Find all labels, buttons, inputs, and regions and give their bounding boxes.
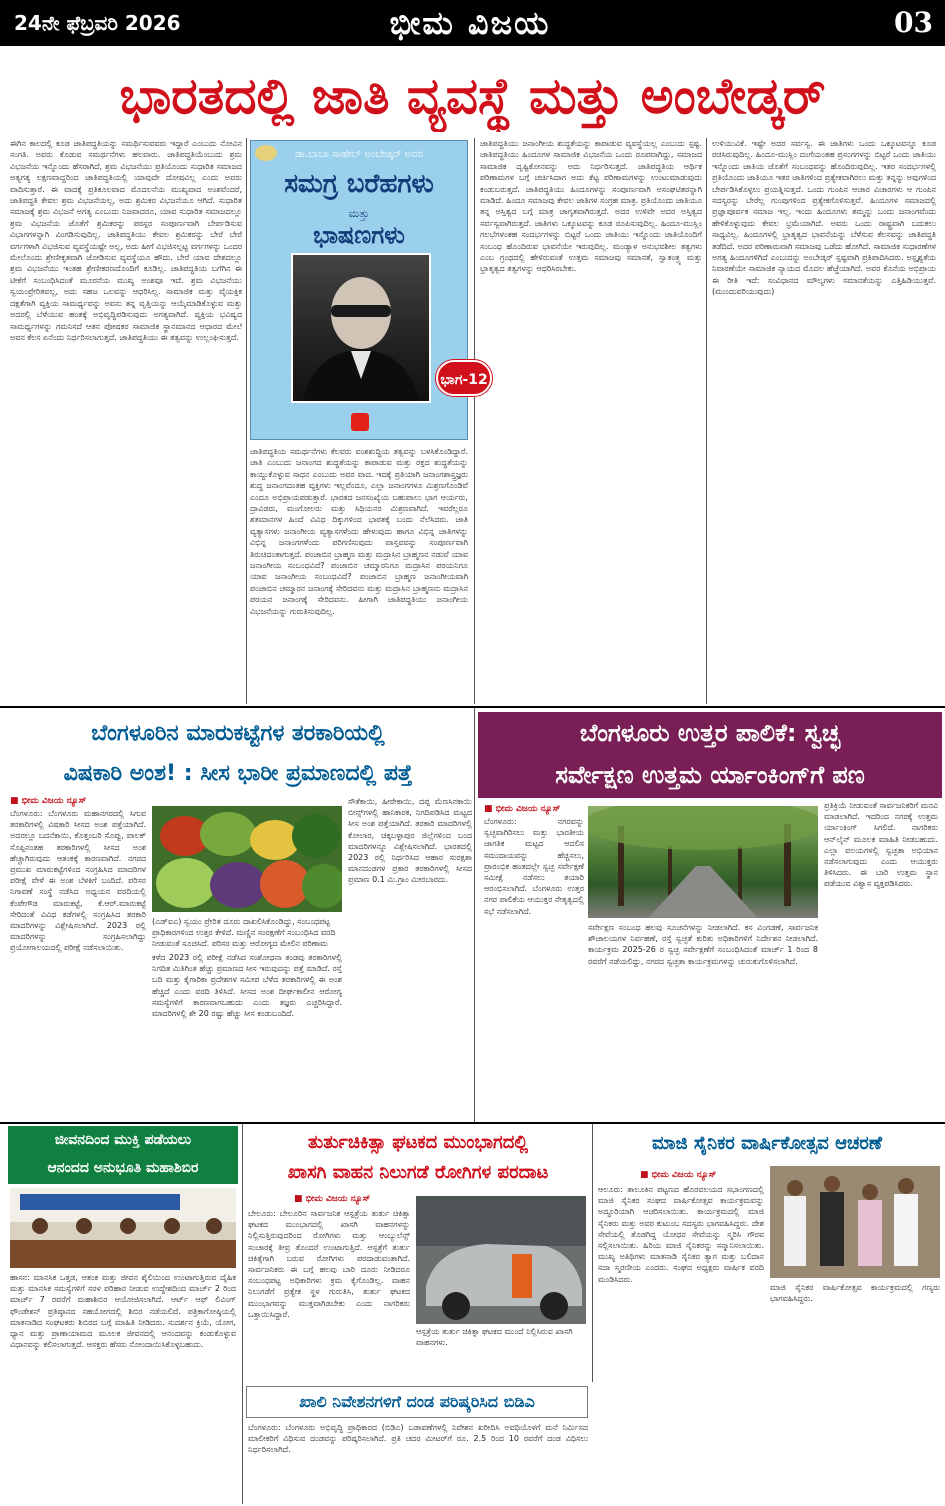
camp-text: ಹಾಸನ: ಮಾನಸಿಕ ಒತ್ತಡ, ಆತಂಕ ಮತ್ತು ಜೀವನ ಶೈಲಿಯಿಂದ ಉಂಟಾಗುತ್ತಿರುವ ದೈಹಿಕ ಮತ್ತು ಮಾನಸಿಕ ಸಮಸ್ಯೆಗಳಿಗೆ ಸರಳ ಪರಿಹಾರ ನೀಡುವ ಉದ್ದೇಶದಿಂದ ಮಾರ್ಚ್ 2 ರಿಂದ ಮಾರ್ಚ್ 7 ರವರೆಗೆ ಮಹಾಶಿಬಿರ ಆಯೋಜಿಸಲಾಗಿದೆ. ಆರ್ಟ್ ಆಫ್ ಲಿವಿಂಗ್ ಫೌಂಡೇಶನ್ ಪ್ರತಿಷ್ಠಾನದ ಸಹಯೋಗದಲ್ಲಿ ಶಿಬಿರ ನಡೆಯಲಿದೆ. ಪತ್ರಿಕಾಗೋಷ್ಠಿಯಲ್ಲಿ ಮಾತನಾಡಿದ ಸಂಘಟಕರು ಶಿಬಿರದ ಬಗ್ಗೆ ಮಾಹಿತಿ ನೀಡಿದರು. ಸುದರ್ಶನ ಕ್ರಿಯೆ, ಯೋಗ, ಧ್ಯಾನ ಮತ್ತು ಪ್ರಾಣಾಯಾಮದ ಮೂಲಕ ಜೀವನದಲ್ಲಿ ಆನಂದವನ್ನು ಕಂಡುಕೊಳ್ಳುವ ವಿಧಾನವನ್ನು ಕಲಿಸಲಾಗುತ್ತದೆ. ಆಸಕ್ತರು ಹೆಸರು ನೋಂದಾಯಿಸಿಕೊಳ್ಳಬಹುದು. bbox=[10, 1273, 236, 1350]
soldiers-caption: ಮಾಜಿ ಸೈನಿಕರ ವಾರ್ಷಿಕೋತ್ಸವ ಕಾರ್ಯಕ್ರಮದಲ್ಲಿ ಗಣ್ಯರು ಭಾಗವಹಿಸಿದ್ದರು. bbox=[770, 1283, 940, 1303]
press-meet-icon bbox=[10, 1188, 236, 1268]
column-divider bbox=[706, 138, 707, 704]
section-divider bbox=[0, 706, 945, 708]
newspaper-title: ಭೀಮ ವಿಜಯ bbox=[389, 4, 551, 42]
bda-text: ಬೆಂಗಳೂರು: ಬೆಂಗಳೂರು ಅಭಿವೃದ್ಧಿ ಪ್ರಾಧಿಕಾರದ (ಬಿಡಿಎ) ಬಡಾವಣೆಗಳಲ್ಲಿ ನಿವೇಶನ ಖರೀದಿಸಿ ಅವಧಿಯೊಳಗೆ ಮನೆ ನಿರ್ಮಿಸದ ಮಾಲೀಕರಿಗೆ ವಿಧಿಸುವ ದಂಡವನ್ನು ಪರಿಷ್ಕರಿಸಲಾಗಿದೆ. ಪ್ರತಿ ಚದರ ಮೀಟರ್‌ಗೆ ರೂ. 2.5 ರಿಂದ 10 ರವರೆಗೆ ದಂಡ ವಿಧಿಸಲು ನಿರ್ಧರಿಸಲಾಗಿದೆ. bbox=[248, 1423, 588, 1455]
bbmp-headline bbox=[478, 712, 942, 798]
hospital-caption: ಆಸ್ಪತ್ರೆಯ ತುರ್ತು ಚಿಕಿತ್ಸಾ ಘಟಕದ ಮುಂದೆ ನಿಲ್ಲಿಸಿರುವ ಖಾಸಗಿ ವಾಹನಗಳು. bbox=[416, 1327, 573, 1347]
bbmp-text-col-3: ಪ್ರತಿಕ್ರಿಯೆ ನೀಡುವಂತೆ ಸಾರ್ವಜನಿಕರಿಗೆ ಮನವಿ ಮಾಡಲಾಗಿದೆ. ಇದರಿಂದ ನಗರಕ್ಕೆ ಉತ್ತಮ ರ್ಯಾಂಕಿಂಗ್ ಸಿಗಲಿದೆ. ನಾಗರಿಕರು ಆನ್‌ಲೈನ್ ಮೂಲಕ ಮಾಹಿತಿ ನೀಡಬಹುದು. ಎಲ್ಲಾ ವಲಯಗಳಲ್ಲಿ ಸ್ವಚ್ಛತಾ ಅಭಿಯಾನ ನಡೆಸಲಾಗುವುದು ಎಂದು ಆಯುಕ್ತರು ತಿಳಿಸಿದರು. ಈ ಬಾರಿ ಉತ್ತಮ ಸ್ಥಾನ ಪಡೆಯುವ ವಿಶ್ವಾಸ ವ್ಯಕ್ತಪಡಿಸಿದರು. bbox=[824, 801, 938, 889]
bda-headline: ಖಾಲಿ ನಿವೇಶನಗಳಿಗೆ ದಂಡ ಪರಿಷ್ಕರಿಸಿದ ಬಿಡಿಎ bbox=[246, 1386, 588, 1418]
column-divider bbox=[246, 138, 247, 704]
parked-car-photo bbox=[416, 1196, 586, 1324]
vegetables-headline bbox=[6, 714, 470, 800]
hospital-text: ಬೇಲೂರು: ಬೇಲೂರಿನ ಸಾರ್ವಜನಿಕ ಆಸ್ಪತ್ರೆಯ ತುರ್ತು ಚಿಕಿತ್ಸಾ ಘಟಕದ ಮುಂಭಾಗದಲ್ಲಿ ಖಾಸಗಿ ವಾಹನಗಳನ್ನು ನಿಲ್ಲಿಸುತ್ತಿರುವುದರಿಂದ ರೋಗಿಗಳು ಮತ್ತು ಆಂಬ್ಯುಲೆನ್ಸ್ ಸಂಚಾರಕ್ಕೆ ತೀವ್ರ ತೊಂದರೆ ಉಂಟಾಗುತ್ತಿದೆ. ಆಸ್ಪತ್ರೆಗೆ ತುರ್ತು ಚಿಕಿತ್ಸೆಗಾಗಿ ಬರುವ ರೋಗಿಗಳು ಪರದಾಡುವಂತಾಗಿದೆ. ಸಾರ್ವಜನಿಕರು ಈ ಬಗ್ಗೆ ಹಲವು ಬಾರಿ ದೂರು ನೀಡಿದರೂ ಸಂಬಂಧಪಟ್ಟ ಅಧಿಕಾರಿಗಳು ಕ್ರಮ ಕೈಗೊಂಡಿಲ್ಲ. ವಾಹನ ನಿಲುಗಡೆಗೆ ಪ್ರತ್ಯೇಕ ಸ್ಥಳ ಗುರುತಿಸಿ, ತುರ್ತು ಘಟಕದ ಮುಂಭಾಗವನ್ನು ಮುಕ್ತವಾಗಿಡಬೇಕು ಎಂದು ನಾಗರಿಕರು ಒತ್ತಾಯಿಸಿದ್ದಾರೆ. bbox=[248, 1209, 410, 1319]
book-title-line-3: ಭಾಷಣಗಳು bbox=[313, 221, 405, 249]
press-meet-photo bbox=[10, 1188, 236, 1268]
soldiers-byline: ■ ಭೀಮ ವಿಜಯ ನ್ಯೂಸ್ bbox=[640, 1170, 717, 1180]
book-title-line-1: ಸಮಗ್ರ ಬರೆಹಗಳು bbox=[284, 169, 434, 199]
column-divider bbox=[592, 1124, 593, 1382]
bbmp-text-col-1: ಬೆಂಗಳೂರು: ನಗರವನ್ನು ಸ್ವಚ್ಛವಾಗಿರಿಸಲು ಮತ್ತು ಭಾರತೀಯ ಜಾಗತಿಕ ಮಟ್ಟದ ಆದಲಿಸ ಸಮುದಾಯವನ್ನು ಹೆಚ್ಚಿಸಲು, ಪ್ರಾರಂಭಿಕ ಹಂತದಲ್ಲೇ ಸ್ವಚ್ಛ ಸರ್ವೇಕ್ಷಣೆ ಸಮೀಕ್ಷೆ ನಡೆಸಲು ತಯಾರಿ ಆರಂಭಿಸಲಾಗಿದೆ. ಬೆಂಗಳೂರು ಉತ್ತರ ನಗರ ಪಾಲಿಕೆಯ ಆಯುಕ್ತರ ನೇತೃತ್ವದಲ್ಲಿ ಸಭೆ ನಡೆಸಲಾಗಿದೆ. bbox=[484, 817, 584, 916]
page-number: 03 bbox=[894, 6, 933, 39]
soldiers-headline: ಮಾಜಿ ಸೈನಿಕರ ವಾರ್ಷಿಕೋತ್ಸವ ಆಚರಣೆ bbox=[652, 1133, 882, 1154]
bbmp-headline-line-1: ಬೆಂಗಳೂರು ಉತ್ತರ ಪಾಲಿಕೆ: ಸ್ವಚ್ಛ bbox=[579, 719, 841, 747]
parked-car-icon bbox=[416, 1196, 586, 1324]
main-article-column-1: ಈಗಿನ ಕಾಲದಲ್ಲಿ ಕೂಡ ಜಾತಿಪದ್ಧತಿಯನ್ನು ಸಮರ್ಥಿಸುವವರು ಇದ್ದಾರೆ ಎಂಬುದು ನೋವಿನ ಸಂಗತಿ. ಅವರು ಕೊಡುವ ಸಮರ್ಥನೆಗಳು ಹಲವಾರು. ಜಾತಿಪದ್ಧತಿಯೆಂಬುದು ಶ್ರಮ ವಿಭಜನೆಯ ಇನ್ನೊಂದು ಹೆಸರಾಗಿದೆ, ಶ್ರಮ ವಿಭಜನೆಯು ಪ್ರತಿಯೊಂದು ಸುಧಾರಿತ ಸಮಾಜದ ಅತ್ಯಗತ್ಯ ಲಕ್ಷಣವಾದ್ದರಿಂದ ಜಾತಿಪದ್ಧತಿಯಲ್ಲಿ ಯಾವುದೇ ದೋಷವಿಲ್ಲ ಎಂದು ಅವರು ವಾದಿಸುತ್ತಾರೆ. ಈ ವಾದಕ್ಕೆ ಪ್ರತಿಕೂಲವಾದ ಮೊದಲನೆಯ ಮುಖ್ಯವಾದ ಅಂಶವೆಂದರೆ, ಜಾತಿಪದ್ಧತಿ ಕೇವಲ ಶ್ರಮ ವಿಭಜನೆಯಲ್ಲ, ಅದು ಶ್ರಮಿಕರ ವಿಭಜನೆಯೂ ಆಗಿದೆ. ಸುಧಾರಿತ ಸಮಾಜಕ್ಕೆ ಶ್ರಮ ವಿಭಜನೆ ಅಗತ್ಯ ಎಂಬುದು ನಿಜವಾದರೂ, ಯಾವ ಸುಧಾರಿತ ಸಮಾಜದಲ್ಲೂ ಶ್ರಮ ವಿಭಜನೆಯ ಜೊತೆಗೆ ಶ್ರಮಿಕರನ್ನು ಪರಸ್ಪರ ಸಂಪೂರ್ಣವಾಗಿ ಬೇರ್ಪಡಿಸುವ ವಿಭಾಗಗಳನ್ನಾಗಿ ವಿಂಗಡಿಸುವುದಿಲ್ಲ. ಜಾತಿಪದ್ಧತಿಯು ಕೇವಲ ಶ್ರಮಿಕರನ್ನು ಬೇರೆ ಬೇರೆ ವರ್ಗಗಳಾಗಿ ವಿಭಜಿಸುವ ವ್ಯವಸ್ಥೆಯಷ್ಟೇ ಅಲ್ಲ, ಅದು ಹೀಗೆ ವಿಭಜಿಸಲ್ಪಟ್ಟ ವರ್ಗಗಳನ್ನು ಒಂದರ ಮೇಲೊಂದು ಶ್ರೇಣೀಕೃತವಾಗಿ ಜೋಡಿಸುವ ವ್ಯವಸ್ಥೆಯೂ ಹೌದು. ಬೇರೆ ಯಾವ ದೇಶದಲ್ಲೂ ಶ್ರಮ ವಿಭಜನೆಯು ಇಂತಹ ಶ್ರೇಣೀಕರಣದೊಂದಿಗೆ ಕೂಡಿಲ್ಲ. ಜಾತಿಪದ್ಧತಿಯ ಬಗೆಗಿನ ಈ ಟೀಕೆಗೆ ಸಂಬಂಧಿಸಿದಂತೆ ಮೂರನೆಯ ಮುಖ್ಯ ಅಂಶವೂ ಇದೆ. ಶ್ರಮ ವಿಭಜನೆಯು ಸ್ವಯಂಪ್ರೇರಿತವಲ್ಲ, ಅದು ಸಹಜ ಒಲವನ್ನು ಆಧರಿಸಿಲ್ಲ. ಸಾಮಾಜಿಕ ಮತ್ತು ವೈಯಕ್ತಿಕ ದಕ್ಷತೆಗಾಗಿ ವ್ಯಕ್ತಿಯ ಸಾಮರ್ಥ್ಯವನ್ನು ಅವನು ತನ್ನ ವೃತ್ತಿಯನ್ನು ಆಯ್ಕೆಮಾಡಿಕೊಳ್ಳುವ ಮತ್ತು ಅದರಲ್ಲಿ ಬೆಳೆಯುವ ಹಂತಕ್ಕೆ ಅಭಿವೃದ್ಧಿಪಡಿಸುವುದು ಅಗತ್ಯವಾಗಿದೆ. ವ್ಯಕ್ತಿಯ ಭವಿಷ್ಯದ ಸಾಮರ್ಥ್ಯಗಳನ್ನು ಗಮನಿಸದೆ ಆತನ ಪೋಷಕರ ಸಾಮಾಜಿಕ ಸ್ಥಾನಮಾನದ ಆಧಾರದ ಮೇಲೆ ಅವನ ಕೆಲಸ ಏನೆಂದು ನಿರ್ಧರಿಸಲಾಗುತ್ತದೆ. ಜಾತಿಪದ್ಧತಿಯು ಈ ತತ್ವವನ್ನು ಉಲ್ಲಂಘಿಸುತ್ತದೆ. bbox=[10, 139, 242, 342]
main-article-column-3: ಜಾತಿಪದ್ಧತಿಯು ಜನಾಂಗೀಯ ಶುದ್ಧತೆಯನ್ನು ಕಾಪಾಡುವ ವ್ಯವಸ್ಥೆಯಲ್ಲ ಎಂಬುದು ಸ್ಪಷ್ಟ. ಜಾತಿಪದ್ಧತಿಯು ಹಿಂದೂಗಳ ಸಾಮಾಜಿಕ ವಿಭಜನೆಯ ಒಂದು ರೂಪವಾಗಿದ್ದು, ಸಮಾಜದ ಸಾಮಾಜಿಕ ದೃಷ್ಟಿಕೋನವನ್ನು ಅದು ನಿರ್ಧರಿಸುತ್ತದೆ. ಜಾತಿಪದ್ಧತಿಯ ಆರ್ಥಿಕ ಪರಿಣಾಮಗಳ ಬಗ್ಗೆ ಚರ್ಚಿಸಿದಾಗ ಅದು ಕೆಟ್ಟ ಪರಿಣಾಮಗಳನ್ನು ಉಂಟುಮಾಡುವುದು ಕಂಡುಬರುತ್ತದೆ. ಜಾತಿಪದ್ಧತಿಯು ಹಿಂದೂಗಳನ್ನು ಸಂಪೂರ್ಣವಾಗಿ ಅಸಂಘಟಿತರನ್ನಾಗಿ ಮಾಡಿದೆ. ಹಿಂದೂ ಸಮಾಜವು ಕೇವಲ ಜಾತಿಗಳ ಸಂಗ್ರಹ ಮಾತ್ರ. ಪ್ರತಿಯೊಂದು ಜಾತಿಯೂ ತನ್ನ ಅಸ್ತಿತ್ವದ ಬಗ್ಗೆ ಮಾತ್ರ ಜಾಗೃತವಾಗಿರುತ್ತದೆ. ಅದರ ಉಳಿವೇ ಅದರ ಅಸ್ತಿತ್ವದ ಸರ್ವಸ್ವವಾಗಿರುತ್ತದೆ. ಜಾತಿಗಳು ಒಕ್ಕೂಟವನ್ನು ಕೂಡ ರೂಪಿಸುವುದಿಲ್ಲ. ಹಿಂದೂ-ಮುಸ್ಲಿಂ ಗಲಭೆಗಳಂತಹ ಸಂದರ್ಭಗಳನ್ನು ಬಿಟ್ಟರೆ ಒಂದು ಜಾತಿಯು ಇನ್ನೊಂದು ಜಾತಿಯೊಂದಿಗೆ ಸಂಬಂಧ ಹೊಂದಿರುವ ಭಾವನೆಯೇ ಇರುವುದಿಲ್ಲ. ಮಂಡ್ಯಾಳ ಅನುಭವಶೀಲ ತತ್ವಗಳು ಎಂಬ ಗ್ರಂಥದಲ್ಲಿ ಹೇಳಿರುವಂತೆ ಉತ್ತಮ ಸಮಾಜವು ಸಮಾನತೆ, ಸ್ವಾತಂತ್ರ್ಯ ಮತ್ತು ಭ್ರಾತೃತ್ವದ ತತ್ವಗಳನ್ನು ಆಧರಿಸಿರಬೇಕು. bbox=[480, 139, 702, 274]
issue-date: 24ನೇ ಫೆಬ್ರವರಿ 2026 bbox=[14, 11, 181, 35]
main-article-column-4: ಉಳಿಯುವಿಕೆ. ಇಷ್ಟೇ ಅದರ ಸರ್ವಸ್ವ. ಈ ಜಾತಿಗಳು ಒಂದು ಒಕ್ಕೂಟವನ್ನೂ ಕೂಡ ರಚಿಸಿರುವುದಿಲ್ಲ. ಹಿಂದೂ-ಮುಸ್ಲಿಂ ದಂಗೆಯಂತಹ ಪ್ರಸಂಗಗಳನ್ನು ಬಿಟ್ಟರೆ ಒಂದು ಜಾತಿಯು ಇನ್ನೊಂದು ಜಾತಿಯ ಜೊತೆಗೆ ಸಂಬಂಧವನ್ನು ಹೊಂದಿರುವುದಿಲ್ಲ. ಇತರ ಸಂದರ್ಭಗಳಲ್ಲಿ ಪ್ರತಿಯೊಂದು ಜಾತಿಯೂ ಇತರ ಜಾತಿಗಳಿಂದ ಪ್ರತ್ಯೇಕವಾಗಿರಲು ಮತ್ತು ತನ್ನನ್ನು ಅವುಗಳಿಂದ ಬೇರ್ಪಡಿಸಿಕೊಳ್ಳಲು ಪ್ರಯತ್ನಿಸುತ್ತದೆ. ಒಂದು ಗುಂಪಿನ ಆಚಾರ ವಿಚಾರಗಳು ಆ ಗುಂಪಿನ ಸದಸ್ಯರನ್ನು ಬೇರೆಲ್ಲ ಗುಂಪುಗಳಿಂದ ಪ್ರತ್ಯೇಕಗೊಳಿಸುತ್ತವೆ. ಹಿಂದೂಗಳ ಸಮಾಜದಲ್ಲಿ ಪ್ರಜ್ಞಾಪೂರ್ವಕ ಸಮಾಜ ಇಲ್ಲ. ಇಂದು ಹಿಂದೂಗಳು ತಮ್ಮನ್ನು ಒಂದು ಜನಾಂಗವೆಂದು ಹೇಳಿಕೊಳ್ಳುವುದು ಕೇವಲ ಭ್ರಮೆಯಾಗಿದೆ. ಅವರು ಒಂದು ರಾಷ್ಟ್ರವಾಗಿ ಬದುಕಲು ಸಾಧ್ಯವಿಲ್ಲ. ಹಿಂದೂಗಳಲ್ಲಿ ಭ್ರಾತೃತ್ವದ ಭಾವನೆಯನ್ನು ಬೆಳೆಸುವ ಕೆಲಸವನ್ನು ಜಾತಿಪದ್ಧತಿ ತಡೆದಿದೆ. ಅದರ ಪರಿಣಾಮವಾಗಿ ಸಮಾಜವು ಒಡೆದು ಹೋಗಿದೆ. ಸಾಮಾಜಿಕ ಸುಧಾರಣೆಗಳ ಅಗತ್ಯ ಹಿಂದೂಗಳಿಗಿದೆ ಎಂಬುದನ್ನು ಅಂಬೇಡ್ಕರ್ ಸ್ಪಷ್ಟವಾಗಿ ಪ್ರತಿಪಾದಿಸಿದರು. ಅಸ್ಪೃಶ್ಯತೆಯ ನಿವಾರಣೆಯೇ ಸಾಮಾಜಿಕ ನ್ಯಾಯದ ಮೊದಲ ಹೆಜ್ಜೆಯಾಗಿದೆ. ಅವರ ಕೊನೆಯ ಅಭಿಪ್ರಾಯ ಈ ರೀತಿ ಇದೆ: ಸಂವಿಧಾನದ ಮೌಲ್ಯಗಳು ಸಮಾನತೆಯನ್ನು ಎತ್ತಿಹಿಡಿಯುತ್ತವೆ. (ಮುಂದುವರಿಯುವುದು) bbox=[712, 139, 936, 297]
tree-avenue-icon bbox=[588, 806, 818, 918]
portrait-silhouette-icon bbox=[293, 255, 429, 401]
book-cover-image bbox=[250, 140, 468, 440]
hospital-byline: ■ ಭೀಮ ವಿಜಯ ನ್ಯೂಸ್ bbox=[294, 1194, 371, 1204]
section-divider bbox=[0, 1122, 945, 1124]
column-divider bbox=[474, 708, 475, 1122]
soldiers-text: ಆಲೂರು: ತಾಲೂಕಿನ ಪಟ್ಟಣದ ಹೊರವಲಯದ ಸಭಾಂಗಣದಲ್ಲಿ ಮಾಜಿ ಸೈನಿಕರ ಸಂಘದ ವಾರ್ಷಿಕೋತ್ಸವ ಕಾರ್ಯಕ್ರಮವನ್ನು ಅದ್ಧೂರಿಯಾಗಿ ಆಚರಿಸಲಾಯಿತು. ಕಾರ್ಯಕ್ರಮದಲ್ಲಿ ಮಾಜಿ ಸೈನಿಕರು ಮತ್ತು ಅವರ ಕುಟುಂಬ ಸದಸ್ಯರು ಭಾಗವಹಿಸಿದ್ದರು. ದೇಶ ಸೇವೆಯಲ್ಲಿ ತೊಡಗಿದ್ದ ಯೋಧರ ಸೇವೆಯನ್ನು ಸ್ಮರಿಸಿ ಗೌರವ ಸಲ್ಲಿಸಲಾಯಿತು. ಹಿರಿಯ ಮಾಜಿ ಸೈನಿಕರನ್ನು ಸನ್ಮಾನಿಸಲಾಯಿತು. ಮುಖ್ಯ ಅತಿಥಿಗಳು ಮಾತನಾಡಿ ಸೈನಿಕರ ತ್ಯಾಗ ಮತ್ತು ಬಲಿದಾನ ಸದಾ ಸ್ಮರಣೀಯ ಎಂದರು. ಸಂಘದ ಅಧ್ಯಕ್ಷರು ವಾರ್ಷಿಕ ವರದಿ ಮಂಡಿಸಿದರು. bbox=[598, 1185, 764, 1284]
column-divider bbox=[474, 138, 475, 704]
vegetables-photo bbox=[152, 806, 342, 912]
book-title-line-2: ಮತ್ತು bbox=[348, 207, 370, 220]
tree-avenue-photo bbox=[588, 806, 818, 918]
vegetables-byline: ■ ಭೀಮ ವಿಜಯ ನ್ಯೂಸ್ bbox=[10, 796, 87, 806]
hospital-headline bbox=[250, 1128, 586, 1190]
publisher-logo-icon bbox=[351, 413, 369, 431]
camp-headline-line-2: ಆನಂದದ ಅನುಭೂತಿ ಮಹಾಶಿಬಿರ bbox=[47, 1160, 199, 1176]
camp-headline bbox=[8, 1126, 238, 1184]
main-headline: ಭಾರತದಲ್ಲಿ ಜಾತಿ ವ್ಯವಸ್ಥೆ ಮತ್ತು ಅಂಬೇಡ್ಕರ್ bbox=[119, 67, 826, 125]
masthead bbox=[0, 0, 945, 46]
vegetables-text-col-1: ಬೆಂಗಳೂರು: ಬೆಂಗಳೂರು ಮಹಾನಗರದಲ್ಲಿ ಸಿಗುವ ತರಕಾರಿಗಳಲ್ಲಿ ವಿಷಕಾರಿ ಸೀಸದ ಅಂಶ ಪತ್ತೆಯಾಗಿದೆ. ಅದರಲ್ಲೂ ಬದನೆಕಾಯಿ, ಕೊತ್ತಂಬರಿ ಸೊಪ್ಪು, ಪಾಲಕ್ ಸೊಪ್ಪಿನಂತಹ ತರಕಾರಿಗಳಲ್ಲಿ ಸೀಸದ ಅಂಶ ಹೆಚ್ಚಾಗಿರುವುದು ಆತಂಕಕ್ಕೆ ಕಾರಣವಾಗಿದೆ. ನಗರದ ಪ್ರಮುಖ ಮಾರುಕಟ್ಟೆಗಳಿಂದ ಸಂಗ್ರಹಿಸಿದ ಮಾದರಿಗಳ ಪರೀಕ್ಷೆ ವೇಳೆ ಈ ಅಂಶ ಬೆಳಕಿಗೆ ಬಂದಿದೆ. ಪರಿಸರ ನಿಗಾವಣೆ ಸಂಸ್ಥೆ ನಡೆಸಿದ ಅಧ್ಯಯನ ವರದಿಯಲ್ಲಿ ಕೆಂಪೇಗೌಡ ಮಾರುಕಟ್ಟೆ, ಕೆ.ಆರ್.ಮಾರುಕಟ್ಟೆ ಸೇರಿದಂತೆ ವಿವಿಧ ಕಡೆಗಳಲ್ಲಿ ಸಂಗ್ರಹಿಸಿದ ತರಕಾರಿ ಮಾದರಿಗಳನ್ನು ವಿಶ್ಲೇಷಿಸಲಾಗಿದೆ. 2023 ರಲ್ಲಿ ಮಾದರಿಗಳನ್ನು ಸಂಗ್ರಹಿಸಲಾಗಿದ್ದು ಪ್ರಯೋಗಾಲಯದಲ್ಲಿ ಪರೀಕ್ಷೆ ನಡೆಸಲಾಯಿತು. bbox=[10, 809, 146, 953]
hospital-headline-line-1: ತುರ್ತುಚಿಕಿತ್ಸಾ ಘಟಕದ ಮುಂಭಾಗದಲ್ಲಿ bbox=[308, 1132, 528, 1153]
award-ceremony-photo bbox=[770, 1166, 940, 1278]
vegetables-text-col-3: ಸೌತೆಕಾಯಿ, ಹೀರೇಕಾಯಿ, ದಪ್ಪ ಮೆಣಸಿನಕಾಯಿ ಬೀನ್ಸ್‌ಗಳಲ್ಲಿ ಹಾನಿಕಾರಕ, ನಿಗದಿಪಡಿಸಿದ ಮಟ್ಟದ ಸೀಸ ಅಂಶ ಪತ್ತೆಯಾಗಿದೆ. ತರಕಾರಿ ಮಾದರಿಗಳಲ್ಲಿ ಕೋಲಾರ, ಚಿಕ್ಕಬಳ್ಳಾಪುರ ಜಿಲ್ಲೆಗಳಿಂದ ಬಂದ ಮಾದರಿಗಳನ್ನೂ ವಿಶ್ಲೇಷಿಸಲಾಗಿದೆ. ಭಾರತದಲ್ಲಿ 2023 ರಲ್ಲಿ ನಿರ್ಧರಿಸಿದ ಆಹಾರ ಸುರಕ್ಷತಾ ಮಾನದಂಡಗಳ ಪ್ರಕಾರ ತರಕಾರಿಗಳಲ್ಲಿ ಸೀಸದ ಪ್ರಮಾಣ 0.1 ಮಿ.ಗ್ರಾಂ ಮೀರಬಾರದು. bbox=[348, 797, 472, 885]
vegetables-caption: (ಎಡ್‌ಐಎ) ಸ್ವಯಂ ಪ್ರೇರಿತ ದೂರು ದಾಖಲಿಸಿಕೊಂಡಿದ್ದು, ಸಂಬಂಧಪಟ್ಟ ಪ್ರಾಧಿಕಾರಗಳಿಂದ ಉತ್ತರ ಕೇಳಿದೆ. ಮಣ್ಣಿನ ಸಂರಕ್ಷಣೆಗೆ ಸಂಬಂಧಿಸಿದ ವರದಿ ನೀಡುವಂತೆ ಸೂಚಿಸಿದೆ. ಪರಿಸರ ಮತ್ತು ಆರೋಗ್ಯದ ಮೇಲಿನ ಪರಿಣಾಮ bbox=[152, 917, 336, 948]
camp-headline-line-1: ಜೀವನದಿಂದ ಮುಕ್ತಿ ಪಡೆಯಲು bbox=[54, 1132, 192, 1148]
vegetables-headline-line-1: ಬೆಂಗಳೂರಿನ ಮಾರುಕಟ್ಟೆಗಳ ತರಕಾರಿಯಲ್ಲಿ bbox=[91, 721, 385, 746]
portrait-photo bbox=[291, 253, 431, 403]
bbmp-byline: ■ ಭೀಮ ವಿಜಯ ನ್ಯೂಸ್ bbox=[484, 804, 561, 814]
vegetables-headline-line-2: ವಿಷಕಾರಿ ಅಂಶ! : ಸೀಸ ಭಾರೀ ಪ್ರಮಾಣದಲ್ಲಿ ಪತ್ತೆ bbox=[63, 761, 413, 786]
award-ceremony-icon bbox=[770, 1166, 940, 1278]
bbmp-headline-line-2: ಸರ್ವೇಕ್ಷಣ ಉತ್ತಮ ರ್ಯಾಂಕಿಂಗ್‌ಗೆ ಪಣ bbox=[555, 761, 865, 789]
bbmp-text-col-2: ಸರ್ವೇಕ್ಷಣ ಸಂಬಂಧ ಹಲವು ಸೂಚನೆಗಳನ್ನು ನೀಡಲಾಗಿದೆ. ಕಸ ವಿಂಗಡಣೆ, ಸಾರ್ವಜನಿಕ ಶೌಚಾಲಯಗಳ ನಿರ್ವಹಣೆ, ರಸ್ತೆ ಸ್ವಚ್ಛತೆ ಕುರಿತು ಅಧಿಕಾರಿಗಳಿಗೆ ನಿರ್ದೇಶನ ನೀಡಲಾಗಿದೆ. ಕಾರ್ಯಕ್ರಮ 2025-26 ರ ಸ್ವಚ್ಛ ಸರ್ವೇಕ್ಷಣೆಗೆ ಸಂಬಂಧಿಸಿದಂತೆ ಮಾರ್ಚ್ 1 ರಿಂದ 8 ರವರೆಗೆ ನಡೆಯಲಿದ್ದು, ನಗರದ ಸ್ವಚ್ಛತಾ ಕಾರ್ಯಕ್ರಮಗಳನ್ನು ಚುರುಕುಗೊಳಿಸಲಾಗಿದೆ. bbox=[588, 923, 818, 966]
vegetables-text-col-2: ಕಳೆದ 2023 ರಲ್ಲಿ ಪರೀಕ್ಷೆ ನಡೆಸಿದ ಸಂಶೋಧನಾ ತಂಡವು ತರಕಾರಿಗಳಲ್ಲಿ ನಿಗದಿತ ಮಿತಿಗಿಂತ ಹೆಚ್ಚು ಪ್ರಮಾಣದ ಸೀಸ ಇರುವುದನ್ನು ಪತ್ತೆ ಮಾಡಿದೆ. ರಸ್ತೆ ಬದಿ ಮತ್ತು ಕೈಗಾರಿಕಾ ಪ್ರದೇಶಗಳ ಸಮೀಪ ಬೆಳೆದ ತರಕಾರಿಗಳಲ್ಲಿ ಈ ಅಂಶ ಹೆಚ್ಚಿದೆ ಎಂದು ವರದಿ ತಿಳಿಸಿದೆ. ಸೀಸದ ಅಂಶ ದೀರ್ಘಕಾಲೀನ ಆರೋಗ್ಯ ಸಮಸ್ಯೆಗಳಿಗೆ ಕಾರಣವಾಗಬಹುದು ಎಂದು ತಜ್ಞರು ಎಚ್ಚರಿಸಿದ್ದಾರೆ. ಮಾದರಿಗಳಲ್ಲಿ ಶೇ 20 ರಷ್ಟು ಹೆಚ್ಚು ಸೀಸ ಕಂಡುಬಂದಿದೆ. bbox=[152, 953, 342, 1019]
main-article-column-2: ಜಾತಿಪದ್ಧತಿಯ ಸಮರ್ಥನೆಗಳು ಕೆಲವರು ವಂಶಶುದ್ಧಿಯ ತತ್ವವನ್ನು ಬಳಸಿಕೊಂಡಿದ್ದಾರೆ. ಜಾತಿ ಎಂಬುದು ಜನಾಂಗದ ಶುದ್ಧತೆಯನ್ನು ಕಾಪಾಡುವ ಮತ್ತು ರಕ್ತದ ಶುದ್ಧತೆಯನ್ನು ಕಾಯ್ದುಕೊಳ್ಳುವ ಸಾಧನ ಎಂಬುದು ಅವರ ವಾದ. ಇದಕ್ಕೆ ಪ್ರತಿಯಾಗಿ ಜನಾಂಗಶಾಸ್ತ್ರಜ್ಞರು ಶುದ್ಧ ಜನಾಂಗದಂತಹ ವ್ಯಕ್ತಿಗಳು ಇಲ್ಲವೆಂದೂ, ಎಲ್ಲಾ ಜನಾಂಗಗಳೂ ಮಿಶ್ರಣಗೊಂಡಿವೆ ಎಂದೂ ಅಭಿಪ್ರಾಯಪಡುತ್ತಾರೆ. ಭಾರತದ ಜನಸಂಖ್ಯೆಯ ಬಹುಪಾಲು ಭಾಗ ಆರ್ಯರು, ದ್ರಾವಿಡರು, ಮಂಗೋಲರು ಮತ್ತು ಸಿಥಿಯನರ ಮಿಶ್ರಣವಾಗಿದೆ. ಇವರೆಲ್ಲರೂ ಶತಮಾನಗಳ ಹಿಂದೆ ವಿವಿಧ ದಿಕ್ಕುಗಳಿಂದ ಭಾರತಕ್ಕೆ ಬಂದು ನೆಲೆಸಿದರು. ಜಾತಿ ವ್ಯತ್ಯಾಸಗಳು ಜನಾಂಗೀಯ ವ್ಯತ್ಯಾಸಗಳೆಂದು ಹೇಳುವುದು ಹಾಗೂ ವಿಭಿನ್ನ ಜಾತಿಗಳನ್ನು ವಿಭಿನ್ನ ಜನಾಂಗಗಳೆಂದು ಪರಿಗಣಿಸುವುದು ವಾಸ್ತವವನ್ನು ಸಂಪೂರ್ಣವಾಗಿ ತಿರುಚಿದಂತಾಗುತ್ತದೆ. ಪಂಜಾಬಿನ ಬ್ರಾಹ್ಮಣ ಮತ್ತು ಮದ್ರಾಸಿನ ಬ್ರಾಹ್ಮಣನ ನಡುವೆ ಯಾವ ಜನಾಂಗೀಯ ಸಂಬಂಧವಿದೆ? ಪಂಜಾಬಿನ ಚಮ್ಮಾರನಿಗೂ ಮದ್ರಾಸಿನ ಪರಯನಿಗೂ ಯಾವ ಜನಾಂಗೀಯ ಸಂಬಂಧವಿದೆ? ಪಂಜಾಬಿನ ಬ್ರಾಹ್ಮಣ ಜನಾಂಗೀಯವಾಗಿ ಪಂಜಾಬಿನ ಚಮ್ಮಾರನ ಜನಾಂಗಕ್ಕೆ ಸೇರಿದವನು ಮತ್ತು ಮದ್ರಾಸಿನ ಬ್ರಾಹ್ಮಣನು ಮದ್ರಾಸಿನ ಪರಯನ ಜನಾಂಗಕ್ಕೆ ಸೇರಿದವನು. ಹೀಗಾಗಿ ಜಾತಿಪದ್ಧತಿಯು ಜನಾಂಗೀಯ ವಿಭಜನೆಯನ್ನು ಗುರುತಿಸುವುದಿಲ್ಲ. bbox=[250, 447, 468, 616]
hospital-headline-line-2: ಖಾಸಗಿ ವಾಹನ ನಿಲುಗಡೆ ರೋಗಿಗಳ ಪರದಾಟ bbox=[287, 1162, 549, 1183]
book-author: ಡಾ.ಬಾಬಾ ಸಾಹೇಬ್ ಅಂಬೇಡ್ಕರ್ ಅವರ bbox=[295, 149, 423, 160]
column-divider bbox=[242, 1124, 243, 1504]
part-badge: ಭಾಗ-12 bbox=[436, 360, 492, 396]
